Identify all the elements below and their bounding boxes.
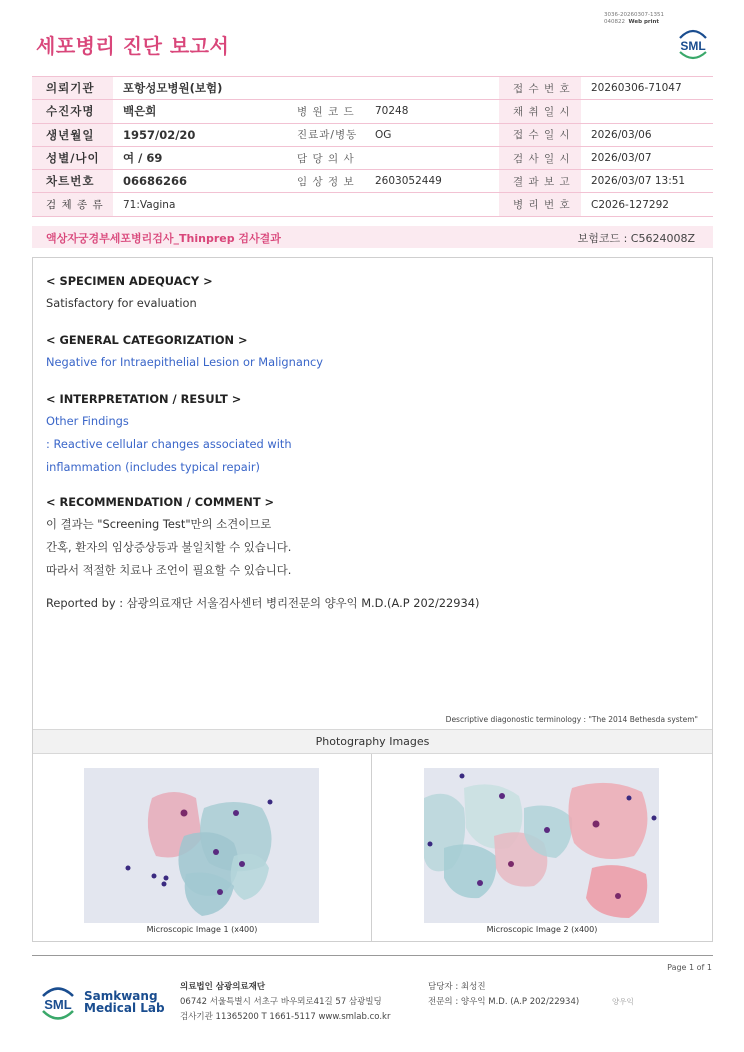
reported-by: Reported by : 삼광의료재단 서울검사센터 병리전문의 양우익 M.D.(A.P 202/22934): [46, 596, 480, 610]
field-value: [365, 193, 499, 216]
report-content: [46, 270, 686, 582]
adequacy-text: Satisfactory for evaluation: [46, 296, 197, 310]
field-value: 백은희: [113, 100, 283, 123]
field-label: 차트번호: [32, 170, 113, 193]
terminology-note: Descriptive diagonostic terminology : "The 2014 Bethesda system": [445, 715, 698, 724]
field-label: [283, 193, 365, 216]
field-label: 검 사 일 시: [499, 146, 581, 169]
recommendation-line: 간혹, 환자의 임상증상등과 불일치할 수 있습니다.: [46, 540, 292, 554]
field-label: 접 수 일 시: [499, 123, 581, 146]
field-label: 생년월일: [32, 123, 113, 146]
org-address: 06742 서울특별시 서초구 바우뫼로41길 57 삼광빌딩: [180, 997, 382, 1007]
info-row: [32, 100, 713, 123]
patient-info-table: [32, 76, 713, 217]
organization-info: [180, 980, 390, 1025]
field-value: 2026/03/07: [581, 146, 713, 169]
photography-heading: Photography Images: [33, 729, 712, 754]
samkwang-logo-text: SML: [44, 997, 72, 1012]
info-row: [32, 77, 713, 100]
field-value: 2026/03/07 13:51: [581, 170, 713, 193]
footer-divider: [32, 955, 713, 956]
doc-id-line2: 040822: [604, 19, 625, 25]
interpretation-line: : Reactive cellular changes associated with: [46, 437, 292, 451]
sml-logo-text: SML: [680, 39, 706, 53]
web-print-label: Web print: [628, 19, 660, 25]
brand-line2: Medical Lab: [84, 1001, 165, 1015]
field-label: 검 체 종 류: [32, 193, 113, 216]
category-heading: < GENERAL CATEGORIZATION >: [46, 333, 248, 347]
info-row: [32, 123, 713, 146]
info-row: [32, 146, 713, 169]
adequacy-heading: < SPECIMEN ADEQUACY >: [46, 274, 213, 288]
staff-name: 담당자 : 최성진: [428, 982, 486, 992]
field-label: 병 원 코 드: [283, 100, 365, 123]
brand-name: [84, 990, 165, 1014]
field-label: 병 리 번 호: [499, 193, 581, 216]
field-value: OG: [365, 123, 499, 146]
sml-logo-icon: [674, 26, 712, 62]
page-title: 세포병리 진단 보고서: [36, 34, 230, 58]
field-label: 수진자명: [32, 100, 113, 123]
field-label: 담 당 의 사: [283, 146, 365, 169]
image-caption-2: Microscopic Image 2 (x400): [486, 925, 598, 934]
interpretation-heading: < INTERPRETATION / RESULT >: [46, 392, 242, 406]
field-value: 2026/03/06: [581, 123, 713, 146]
photo-cell-1: [33, 754, 372, 941]
samkwang-logo-icon: [38, 983, 78, 1023]
doc-id-line1: 3036-20260307-1351: [604, 12, 664, 18]
staff-info: [428, 980, 579, 1010]
field-value: 70248: [365, 100, 499, 123]
recommendation-heading: < RECOMMENDATION / COMMENT >: [46, 495, 275, 509]
field-value: 20260306-71047: [581, 77, 713, 100]
field-value: 2603052449: [365, 170, 499, 193]
insurance-code: 보험코드 : C5624008Z: [577, 232, 695, 245]
field-label: 성별/나이: [32, 146, 113, 169]
test-name: 액상자궁경부세포병리검사_Thinprep 검사결과: [46, 232, 281, 245]
category-text: Negative for Intraepithelial Lesion or Malignancy: [46, 355, 324, 369]
field-value: 포항성모병원(보험): [113, 77, 283, 100]
interpretation-line: inflammation (includes typical repair): [46, 460, 260, 474]
document-id: [604, 12, 664, 26]
org-name: 의료법인 삼광의료재단: [180, 982, 266, 992]
page-number: Page 1 of 1: [667, 963, 712, 972]
field-value: [365, 146, 499, 169]
info-row: [32, 193, 713, 216]
field-value: [365, 77, 499, 100]
field-value: [581, 100, 713, 123]
field-label: 의뢰기관: [32, 77, 113, 100]
field-label: 채 취 일 시: [499, 100, 581, 123]
test-title-bar: [32, 226, 713, 248]
field-label: 임 상 정 보: [283, 170, 365, 193]
brand-line1: Samkwang: [84, 989, 158, 1003]
photo-cell-2: [372, 754, 712, 941]
recommendation-line: 따라서 적절한 치료나 조언이 필요할 수 있습니다.: [46, 563, 292, 577]
field-value: C2026-127292: [581, 193, 713, 216]
signature: 양우익: [612, 997, 634, 1006]
field-label: [283, 77, 365, 100]
image-caption-1: Microscopic Image 1 (x400): [146, 925, 258, 934]
recommendation-line: 이 결과는 "Screening Test"만의 소견이므로: [46, 517, 272, 531]
specialist-name: 전문의 : 양우익 M.D. (A.P 202/22934): [428, 997, 580, 1007]
field-label: 접 수 번 호: [499, 77, 581, 100]
field-label: 결 과 보 고: [499, 170, 581, 193]
interpretation-line: Other Findings: [46, 414, 129, 428]
field-value: 1957/02/20: [113, 123, 283, 146]
microscopic-image-1: [84, 768, 319, 923]
microscopic-image-2: [424, 768, 659, 923]
field-value: 여 / 69: [113, 146, 283, 169]
field-label: 진료과/병동: [283, 123, 365, 146]
org-contact: 검사기관 11365200 T 1661-5117 www.smlab.co.kr: [180, 1012, 391, 1022]
report-box: [32, 257, 713, 942]
field-value: 06686266: [113, 170, 283, 193]
field-value: 71:Vagina: [113, 193, 283, 216]
info-row: [32, 170, 713, 193]
